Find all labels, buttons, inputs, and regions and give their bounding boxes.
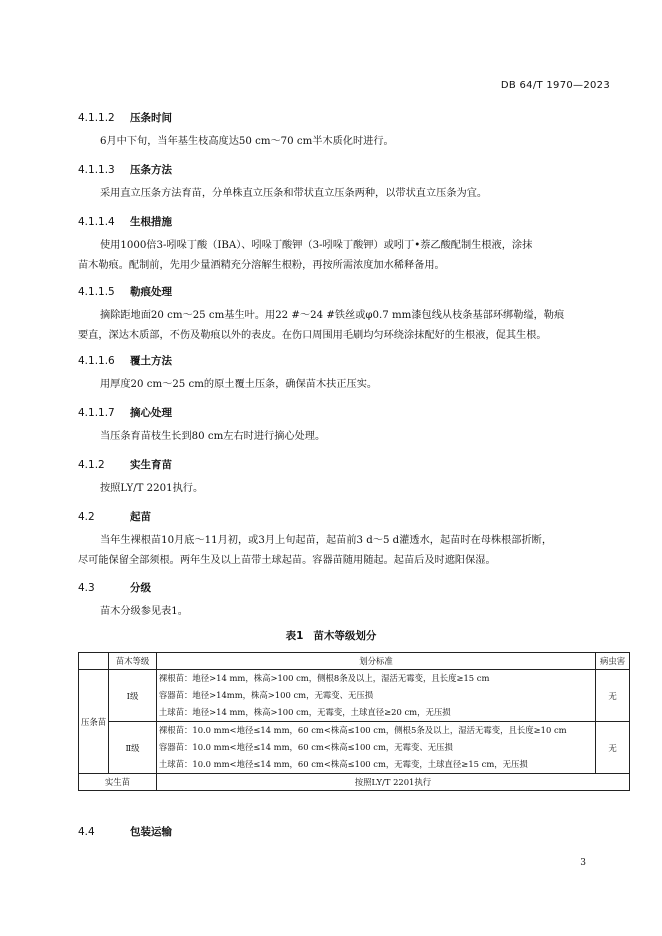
section-heading-4-1-1-5: [78, 284, 172, 299]
section-heading-4-4: [78, 824, 172, 839]
table-row: [79, 774, 630, 791]
paragraph-timing: [78, 132, 599, 152]
grade-cell: Ⅰ级: [109, 670, 157, 722]
page-number: 3: [580, 858, 586, 868]
section-title: 分级: [130, 582, 151, 594]
table-corner-cell: [79, 653, 109, 670]
paragraph-line: 尽可能保留全部须根。两年生及以上苗带土球起苗。容器苗随用随起。起苗后及时遮阳保湿。: [78, 555, 496, 566]
table-caption: [0, 628, 662, 643]
section-heading-4-1-1-7: [78, 405, 172, 420]
pest-cell: 无: [596, 722, 630, 774]
table-caption-label: 表1: [285, 630, 304, 642]
paragraph-soil: [78, 375, 599, 395]
paragraph-girdle: [78, 306, 599, 346]
paragraph-grading: [78, 602, 599, 622]
section-title: 摘心处理: [130, 407, 172, 419]
paragraph-rooting: [78, 236, 599, 276]
table-row: [79, 722, 630, 774]
header-grade: 苗木等级: [109, 653, 157, 670]
criteria-cell: [156, 670, 595, 722]
criteria-line: 裸根苗：10.0 mm<地径≤14 mm，60 cm<株高≤100 cm，侧根5条及以上，湿活无霉变，且长度≥10 cm: [158, 725, 567, 735]
paragraph-line: 摘除距地面20 cm～25 cm基生叶。用22 #～24 #铁丝或φ0.7 mm漆包线从枝条基部环绑勒缢，勒痕: [100, 310, 565, 321]
table-row: [79, 670, 630, 722]
criteria-line: 容器苗：10.0 mm<地径≤14 mm，60 cm<株高≤100 cm，无霉变、无压损: [158, 742, 453, 752]
grade-cell: Ⅱ级: [109, 722, 157, 774]
section-heading-4-1-1-6: [78, 353, 172, 368]
section-title: 压条时间: [130, 112, 172, 124]
section-heading-4-3: [78, 580, 151, 595]
paragraph-seedling: [78, 479, 599, 499]
paragraph-text: 当压条育苗枝生长到80 cm左右时进行摘心处理。: [100, 431, 326, 442]
paragraph-text: 苗木分级参见表1。: [100, 606, 188, 617]
criteria-line: 土球苗：10.0 mm<地径≤14 mm，60 cm<株高≤100 cm，无霉变，土球直径≥15 cm，无压损: [158, 759, 528, 769]
section-number: 4.1.1.2: [78, 112, 115, 124]
paragraph-line: 当年生裸根苗10月底～11月初，或3月上旬起苗，起苗前3 d～5 d灌透水，起苗时在母株根部折断，: [100, 535, 553, 546]
section-title: 起苗: [130, 511, 151, 523]
section-number: 4.1.1.6: [78, 355, 115, 367]
paragraph-method: [78, 184, 599, 204]
section-heading-4-1-1-3: [78, 162, 172, 177]
section-number: 4.1.1.7: [78, 407, 115, 419]
criteria-line: 容器苗：地径>14mm，株高>100 cm，无霉变、无压损: [158, 690, 374, 700]
criteria-line: 土球苗：地径>14 mm，株高>100 cm，无霉变，土球直径≥20 cm，无压损: [158, 707, 451, 717]
section-title: 生根措施: [130, 216, 172, 228]
section-number: 4.1.2: [78, 459, 105, 471]
table-caption-title: 苗木等级划分: [313, 630, 377, 642]
seedling-label-cell: 实生苗: [79, 774, 157, 791]
header-pest: 病虫害: [596, 653, 630, 670]
seedling-criteria-cell: 按照LY/T 2201执行: [156, 774, 629, 791]
section-title: 勒痕处理: [130, 286, 172, 298]
paragraph-line: 要直，深达木质部，不伤及勒痕以外的表皮。在伤口周围用毛刷均匀环绕涂抹配好的生根液，促其生根。: [78, 330, 547, 341]
paragraph-line: 使用1000倍3-吲哚丁酸（IBA）、吲哚丁酸钾（3-吲哚丁酸钾）或吲丁•萘乙酸配制生根液，涂抹: [100, 240, 533, 251]
document-code: DB 64/T 1970—2023: [500, 80, 610, 91]
paragraph-line: 苗木勒痕。配制前，先用少量酒精充分溶解生根粉，再按所需浓度加水稀释备用。: [78, 260, 445, 271]
grade-table: [78, 652, 630, 791]
header-criteria: 划分标准: [156, 653, 595, 670]
criteria-line: 裸根苗：地径>14 mm，株高>100 cm，侧根8条及以上，湿活无霉变，且长度≥15 cm: [158, 673, 490, 683]
section-number: 4.4: [78, 826, 95, 838]
section-number: 4.2: [78, 511, 95, 523]
section-heading-4-1-1-2: [78, 110, 172, 125]
paragraph-text: 用厚度20 cm～25 cm的原土覆土压条，确保苗木扶正压实。: [100, 379, 378, 390]
section-title: 包装运输: [130, 826, 172, 838]
section-heading-4-1-2: [78, 457, 172, 472]
paragraph-text: 按照LY/T 2201执行。: [100, 483, 204, 494]
section-number: 4.1.1.5: [78, 286, 115, 298]
section-heading-4-1-1-4: [78, 214, 172, 229]
section-heading-4-2: [78, 509, 151, 524]
paragraph-topping: [78, 427, 599, 447]
section-title: 实生育苗: [130, 459, 172, 471]
section-number: 4.3: [78, 582, 95, 594]
section-number: 4.1.1.3: [78, 164, 115, 176]
paragraph-lifting: [78, 531, 599, 571]
section-title: 覆土方法: [130, 355, 172, 367]
pest-cell: 无: [596, 670, 630, 722]
criteria-cell: [156, 722, 595, 774]
section-title: 压条方法: [130, 164, 172, 176]
paragraph-text: 6月中下旬，当年基生枝高度达50 cm～70 cm半木质化时进行。: [100, 136, 394, 147]
table-header-row: [79, 653, 630, 670]
paragraph-text: 采用直立压条方法育苗，分单株直立压条和带状直立压条两种，以带状直立压条为宜。: [100, 188, 488, 199]
group-layering-cell: 压条苗: [79, 670, 109, 774]
section-number: 4.1.1.4: [78, 216, 115, 228]
